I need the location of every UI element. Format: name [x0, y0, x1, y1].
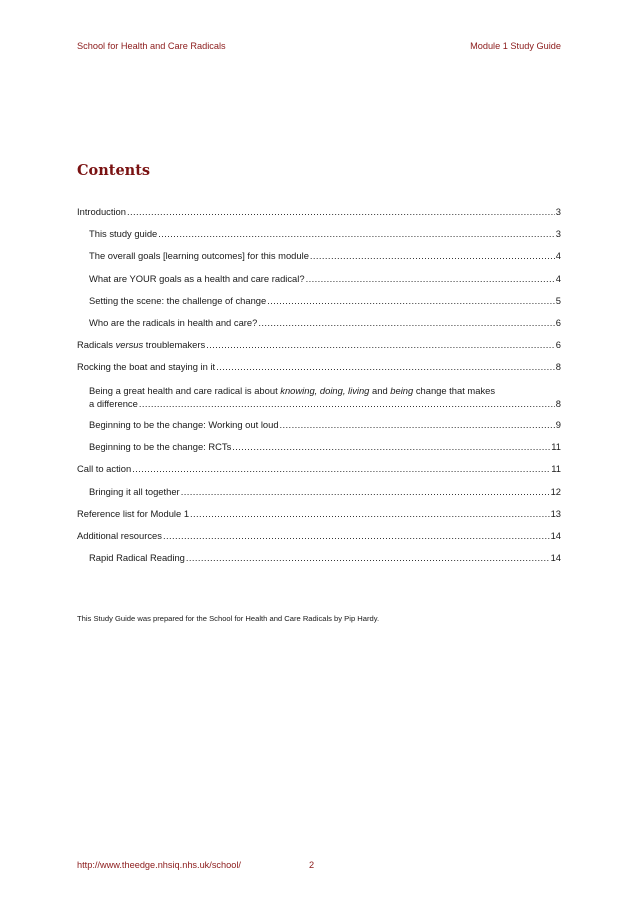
toc-leader: [190, 508, 550, 520]
toc-entry-text: Additional resources: [77, 530, 162, 542]
toc-text-part: and: [369, 384, 391, 396]
toc-leader: [232, 441, 550, 453]
toc-entry-additional-resources[interactable]: [77, 530, 561, 542]
toc-page-number: 14: [550, 552, 561, 564]
toc-leader: [181, 486, 550, 498]
toc-entry-being-a-great-radical[interactable]: [77, 384, 561, 410]
toc-entry-line-2: [89, 397, 561, 410]
toc-entry-text: Introduction: [77, 206, 126, 217]
toc-entry-who-are-the-radicals[interactable]: [77, 317, 561, 329]
toc-entry-line-1: [89, 384, 561, 397]
toc-entry-bringing-it-together[interactable]: [77, 486, 561, 498]
toc-entry-setting-the-scene[interactable]: [77, 295, 561, 307]
toc-entry-text: Call to action: [77, 463, 132, 475]
toc-entry-text: Reference list for Module 1: [77, 507, 190, 519]
toc-leader: [310, 250, 555, 262]
toc-page-number: 5: [555, 294, 561, 306]
footer-page-number: 2: [309, 860, 315, 870]
toc-page-number: 13: [550, 507, 561, 519]
toc-leader: [267, 295, 555, 307]
toc-text-part: troublemakers: [143, 339, 206, 351]
toc-text-italic: versus: [115, 339, 144, 351]
toc-entry-text: Setting the scene: the challenge of change: [89, 294, 267, 306]
toc-entry-text: This study guide: [89, 228, 158, 240]
toc-entry-your-goals[interactable]: [77, 273, 561, 285]
toc-entry-text: What are YOUR goals as a health and care radical?: [89, 272, 305, 284]
header-school-name: School for Health and Care Radicals: [77, 41, 226, 51]
toc-entry-text: Beginning to be the change: Working out loud: [89, 419, 279, 431]
toc-leader: [306, 273, 555, 285]
toc-leader: [163, 530, 550, 542]
toc-page-number: 4: [555, 250, 561, 262]
toc-entry-overall-goals[interactable]: [77, 250, 561, 262]
toc-page-number: 8: [555, 397, 561, 409]
toc-page-number: 14: [550, 530, 561, 542]
toc-entry-working-out-loud[interactable]: [77, 419, 561, 431]
toc-page-number: 3: [555, 206, 561, 217]
footer-url-link[interactable]: http://www.theedge.nhsiq.nhs.uk/school/: [77, 860, 241, 870]
toc-text-part: Being a great health and care radical is about: [89, 384, 281, 396]
toc-entry-text: [77, 339, 205, 351]
toc-page-number: 9: [555, 419, 561, 431]
toc-leader: [132, 463, 550, 475]
toc-entry-this-study-guide[interactable]: [77, 228, 561, 240]
toc-text-italic: being: [390, 384, 414, 396]
toc-entry-introduction[interactable]: [77, 206, 561, 218]
toc-entry-radicals-versus-troublemakers[interactable]: [77, 339, 561, 351]
toc-leader: [127, 206, 555, 218]
toc-leader: [216, 361, 555, 373]
toc-leader: [258, 317, 554, 329]
toc-text-part: Radicals: [77, 339, 116, 351]
toc-leader: [139, 397, 555, 410]
toc-page-number: 6: [555, 316, 561, 328]
toc-page-number: 11: [551, 441, 561, 453]
toc-leader: [186, 552, 550, 564]
toc-entry-rcts[interactable]: [77, 441, 561, 453]
toc-page-number: 12: [550, 485, 561, 497]
header-module-title: Module 1 Study Guide: [470, 41, 561, 51]
author-credit: This Study Guide was prepared for the School for Health and Care Radicals by Pip Hardy.: [77, 614, 380, 623]
toc-entry-rapid-radical-reading[interactable]: [77, 552, 561, 564]
toc-entry-text: Bringing it all together: [89, 485, 180, 497]
toc-leader: [280, 419, 555, 431]
toc-entry-call-to-action[interactable]: [77, 463, 561, 475]
toc-entry-text: a difference: [89, 397, 138, 409]
toc-page-number: 11: [551, 463, 561, 475]
toc-page-number: 6: [555, 339, 561, 351]
toc-entry-rocking-the-boat[interactable]: [77, 361, 561, 373]
toc-page-number: 3: [555, 228, 561, 240]
toc-entry-text: Rocking the boat and staying in it: [77, 361, 216, 373]
toc-leader: [206, 339, 555, 351]
toc-entry-text: Who are the radicals in health and care?: [89, 316, 258, 328]
toc-entry-reference-list[interactable]: [77, 508, 561, 520]
toc-page-number: 8: [555, 361, 561, 373]
toc-page-number: 4: [555, 272, 561, 284]
table-of-contents: [77, 206, 561, 574]
toc-entry-text: Beginning to be the change: RCTs: [89, 441, 232, 453]
toc-text-italic: knowing, doing, living: [280, 384, 370, 396]
toc-leader: [158, 228, 555, 240]
toc-entry-text: Rapid Radical Reading: [89, 552, 185, 564]
toc-text-part: change that makes: [413, 384, 496, 396]
contents-heading: Contents: [77, 162, 151, 179]
toc-entry-text: The overall goals [learning outcomes] for this module: [89, 250, 309, 262]
